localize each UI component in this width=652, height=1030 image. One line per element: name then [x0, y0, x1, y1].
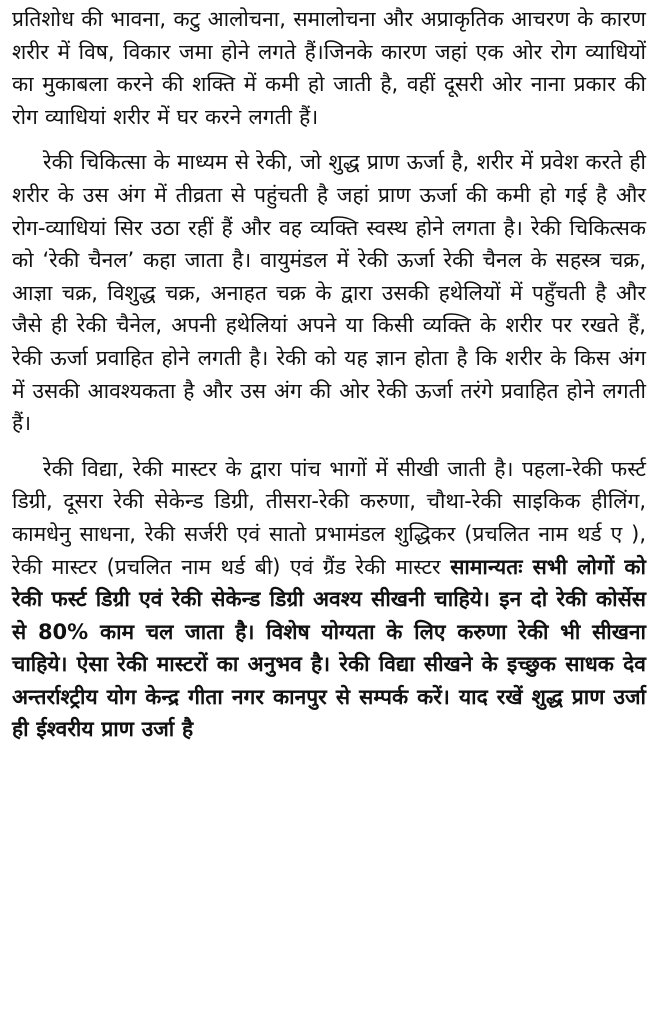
paragraph-2: रेकी चिकित्सा के माध्यम से रेकी, जो शुद्ध प्राण ऊर्जा है, शरीर में प्रवेश करते ही शरीर के उस अंग में तीव्रता से पहुंचती है जहां प्राण ऊर्जा की कमी हो गई है और रोग-व्याधियां सिर उठा रहीं हैं और वह व्यक्ति स्वस्थ होने लगता है। रेकी चिकित्सक को ‘रेकी चैनल’ कहा जाता है। वायुमंडल में रेकी ऊर्जा रेकी चैनल के सहस्त्र चक्र, आज्ञा चक्र, विशुद्ध चक्र, अनाहत चक्र के द्वारा उसकी हथेलियों में पहुँचती है और जैसे ही रेकी चैनेल, अपनी हथेलियां अपने या किसी व्यक्ति के शरीर पर रखते हैं, रेकी ऊर्जा प्रवाहित होने लगती है। रेकी को यह ज्ञान होता है कि शरीर के किस अंग में उसकी आवश्यकता है और उस अंग की ओर रेकी ऊर्जा तरंगे प्रवाहित होने लगती हैं। — [12, 150, 647, 436]
paragraph-1: प्रतिशोध की भावना, कटु आलोचना, समालोचना और अप्राकृतिक आचरण के कारण शरीर में विष, विकार जमा होने लगते हैं।जिनके कारण जहां एक ओर रोग व्याधियों का मुकाबला करने की शक्ति में कमी हो जाती है, वहीं दूसरी ओर नाना प्रकार की रोग व्याधियां शरीर में घर करने लगती हैं। — [12, 7, 646, 129]
paragraph-3 — [12, 453, 646, 746]
paragraph-3-bold-text: सामान्यतः सभी लोगों को रेकी फर्स्ट डिग्री एवं रेकी सेकेन्ड डिग्री अवश्य सीखनी चाहिये। इन दो रेकी कोर्सेस से 80% काम चल जाता है। विशेष योग्यता के लिए करुणा रेकी भी सीखना चाहिये। ऐसा रेकी मास्टरों का अनुभव है। रेकी विद्या सीखने के इच्छुक साधक देव अन्तर्राश्ट्रीय योग केन्द्र गीता नगर कानपुर से सम्पर्क करें। याद रखें शुद्ध प्राण उर्जा ही ईश्वरीय प्राण उर्जा है — [12, 554, 646, 742]
paragraph-3-regular-text: रेकी विद्या, रेकी मास्टर के द्वारा पांच भागों में सीखी जाती है। पहला-रेकी फर्स्ट डिग्री, दूसरा रेकी सेकेन्ड डिग्री, तीसरा-रेकी करुणा, चौथा-रेकी साइकिक हीलिंग, कामधेनु साधना, रेकी सर्जरी एवं सातो प्रभामंडल शुद्धिकर (प्रचलित नाम थर्ड ए ), रेकी मास्टर (प्रचलित नाम थर्ड बी) एवं ग्रैंड रेकी मास्टर — [12, 456, 646, 579]
